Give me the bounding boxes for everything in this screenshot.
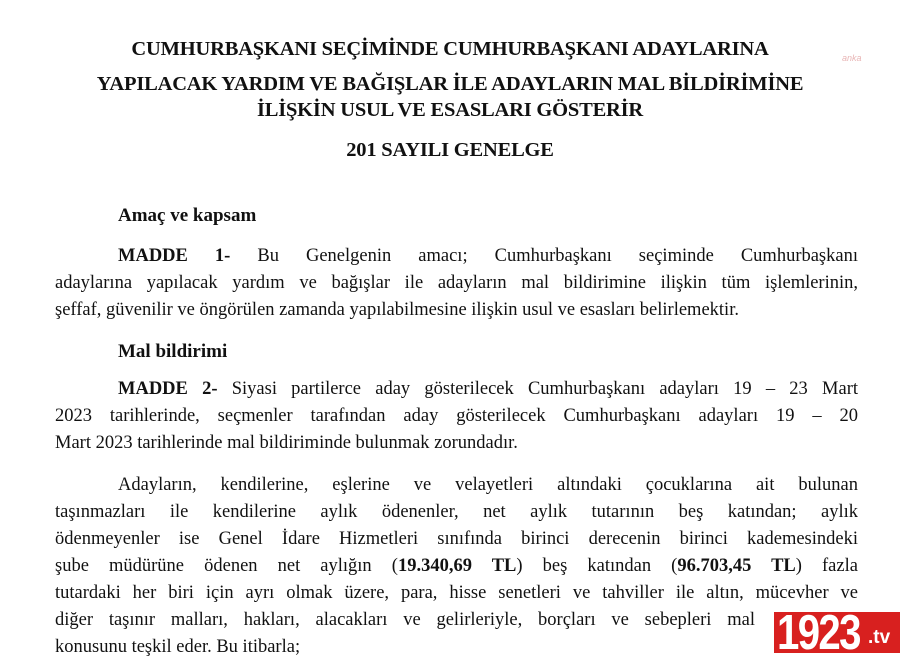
paragraph-3-line-4-a: şube müdürüne ödenen net aylığın ( bbox=[55, 556, 398, 576]
paragraph-3-line-3: ödenmeyenler ise Genel İdare Hizmetleri sınıfında birinci derecenin birinci kademesindeki bbox=[55, 529, 858, 549]
article-2-text-1: Siyasi partilerce aday gösterilecek Cumhurbaşkanı adayları 19 – 23 Mart bbox=[231, 379, 858, 399]
article-1-label: MADDE 1- bbox=[118, 246, 231, 266]
section-heading-declaration: Mal bildirimi bbox=[118, 341, 228, 362]
channel-logo bbox=[774, 612, 900, 653]
agency-watermark: anka bbox=[842, 53, 862, 63]
channel-logo-number: 1923 bbox=[777, 612, 860, 653]
paragraph-3-line-7: konusunu teşkil eder. Bu itibarla; bbox=[55, 637, 301, 657]
paragraph-3-line-5: tutardaki her biri için ayrı olmak üzere, para, hisse senetleri ve tahviller ile altın, mücevher ve bbox=[55, 583, 858, 603]
paragraph-3-line-4-c: ) fazla bbox=[795, 556, 858, 576]
amount-five-times: 96.703,45 TL bbox=[677, 556, 796, 576]
amount-net-salary: 19.340,69 TL bbox=[397, 556, 517, 576]
article-1-text-1: Bu Genelgenin amacı; Cumhurbaşkanı seçiminde Cumhurbaşkanı bbox=[257, 246, 858, 266]
paragraph-3-line-2: taşınmazları ile kendilerine aylık ödenenler, net aylık tutarının beş katından; aylık bbox=[55, 502, 858, 522]
article-2-line-2: 2023 tarihlerinde, seçmenler tarafından aday gösterilecek Cumhurbaşkanı adayları 19 – 20 bbox=[55, 406, 858, 426]
paragraph-3-line-4-b: ) beş katından ( bbox=[516, 556, 678, 576]
document-title-line-1: CUMHURBAŞKANI SEÇİMİNDE CUMHURBAŞKANI ADAYLARINA bbox=[131, 38, 769, 60]
document-title-line-3: İLİŞKİN USUL VE ESASLARI GÖSTERİR bbox=[256, 99, 644, 121]
paragraph-3-line-6: diğer taşınır malları, hakları, alacakları ve gelirleriyle, borçları ve sebepleri mal bbox=[55, 610, 755, 630]
document-title-line-2: YAPILACAK YARDIM VE BAĞIŞLAR İLE ADAYLARIN MAL BİLDİRİMİNE bbox=[96, 73, 804, 95]
section-heading-purpose: Amaç ve kapsam bbox=[118, 205, 257, 226]
document-subtitle: 201 SAYILI GENELGE bbox=[346, 139, 554, 161]
article-2-line-3: Mart 2023 tarihlerinde mal bildiriminde bulunmak zorundadır. bbox=[55, 433, 518, 453]
article-1-line-3: şeffaf, güvenilir ve öngörülen zamanda yapılabilmesine ilişkin usul ve esasları belirlemektir. bbox=[55, 300, 739, 320]
paragraph-3-line-1: Adayların, kendilerine, eşlerine ve velayetleri altındaki çocuklarına ait bulunan bbox=[118, 475, 858, 495]
article-2-line-1 bbox=[118, 377, 858, 401]
paragraph-3-line-4 bbox=[55, 554, 858, 578]
channel-logo-suffix: .tv bbox=[868, 627, 891, 648]
article-2-label: MADDE 2- bbox=[118, 379, 218, 399]
article-1-line-2: adaylarına yapılacak yardım ve bağışlar ile adayların mal bildirimine ilişkin tüm işlemlerinin, bbox=[55, 273, 858, 293]
article-1-line-1 bbox=[118, 244, 858, 268]
